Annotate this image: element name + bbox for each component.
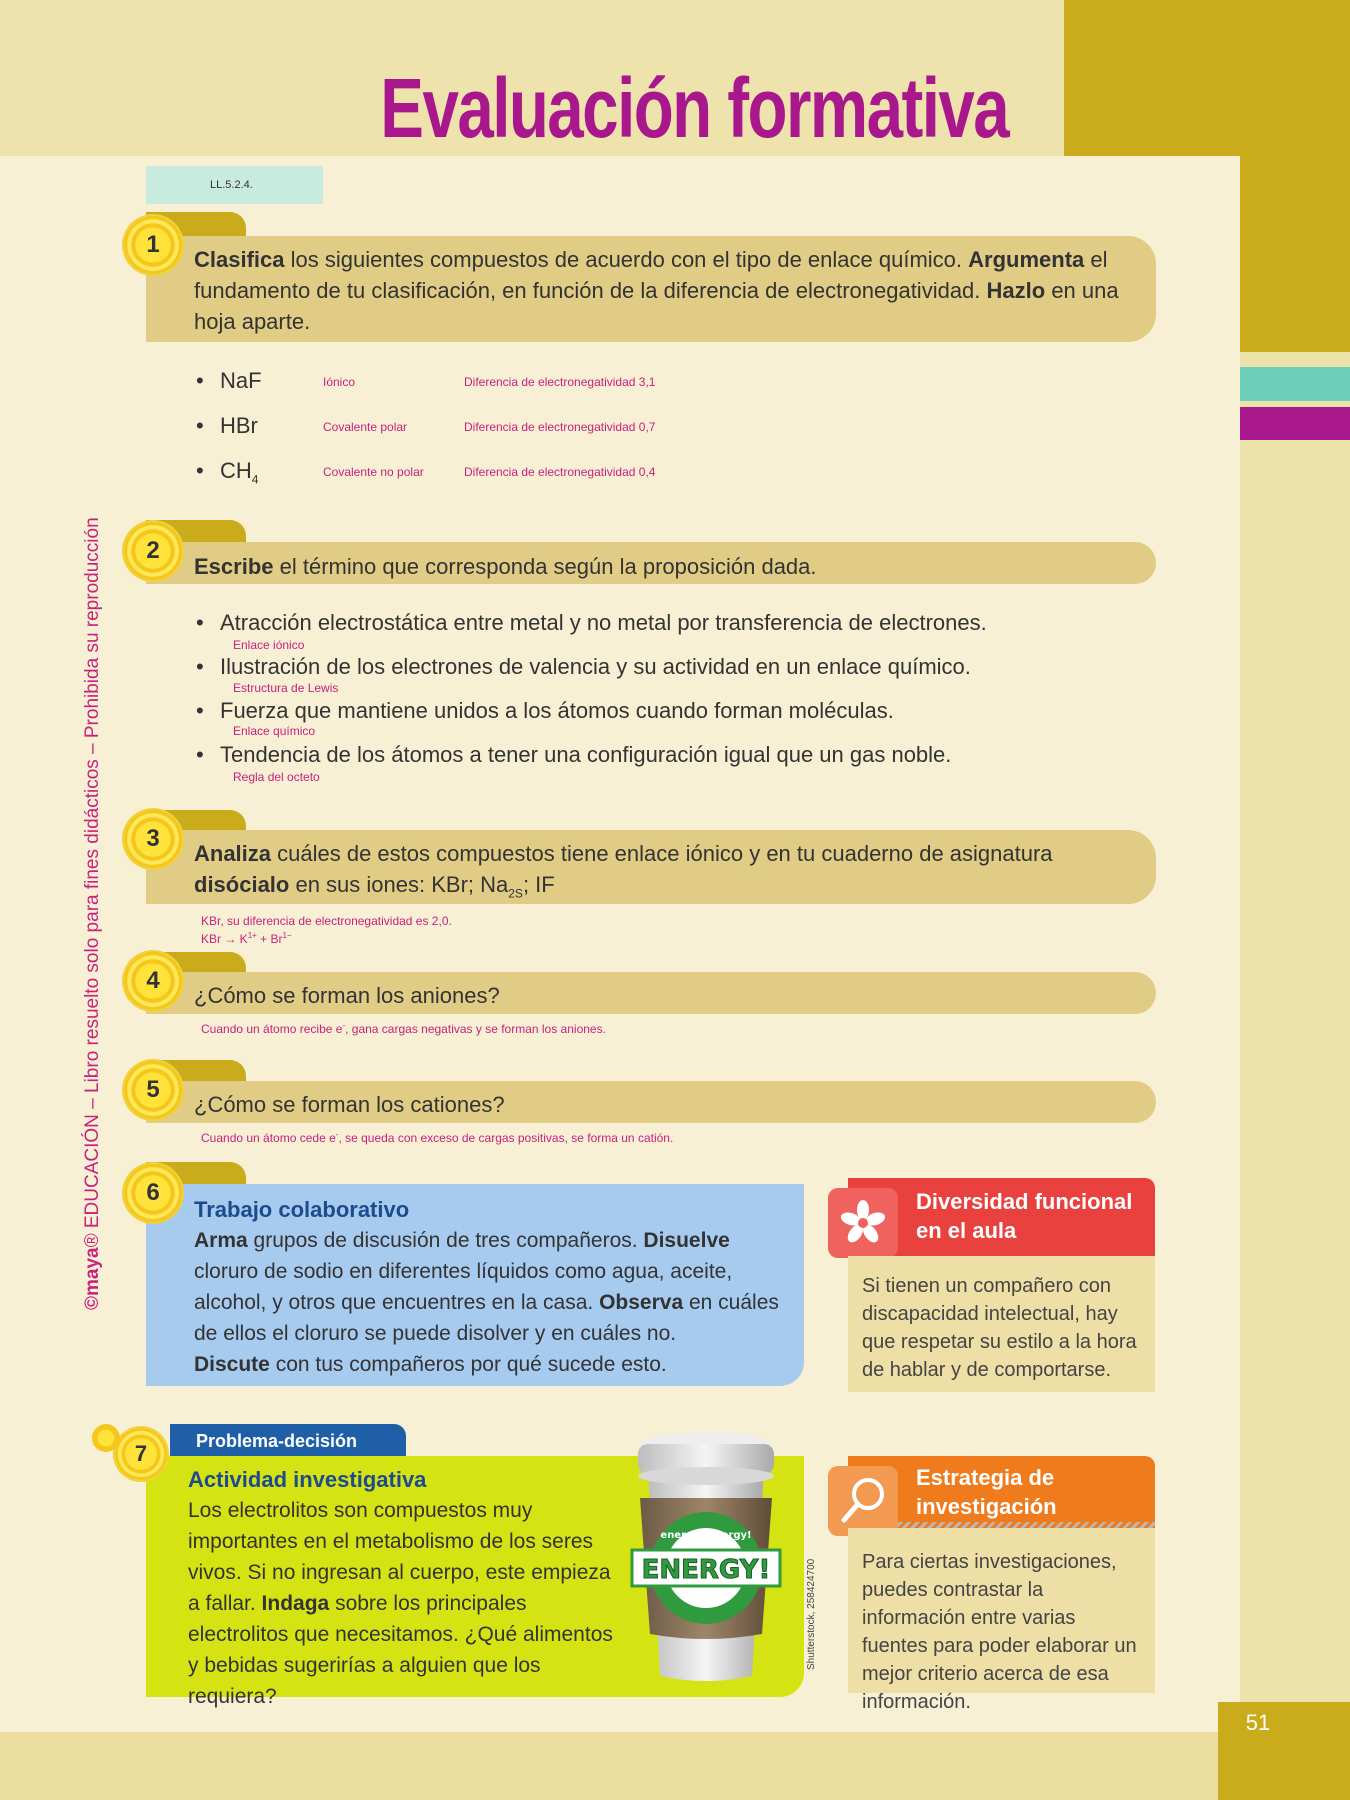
copyright-text: ® EDUCACIÓN – Libro resuelto solo para fines didácticos – Prohibida su reproducción xyxy=(82,517,103,1248)
q2-item: • Tendencia de los átomos a tener una configuración igual que un gas noble. xyxy=(220,742,951,768)
cup-ring-text: energy! energy! xyxy=(660,1530,752,1541)
right-margin xyxy=(1240,352,1350,1800)
bottom-band xyxy=(0,1732,1350,1800)
collaborative-text: Trabajo colaborativo Arma grupos de discusión de tres compañeros. Disuelve cloruro de sodio en diferentes líquidos como agua, aceite, alcohol, y otros que encuentres en la casa. Observa en cuáles de ellos el cloruro se puede disolver y en cuáles no. Discute con tus compañeros por qué sucede esto. xyxy=(194,1194,794,1380)
q2-answer: Enlace químico xyxy=(233,724,316,738)
q3-answer: KBr, su diferencia de electronegatividad es 2,0. xyxy=(201,914,452,928)
q1-item-naf: • NaF xyxy=(220,368,262,394)
photo-credit: Shutterstock, 258424700 xyxy=(806,1558,817,1670)
q2-item: • Fuerza que mantiene unidos a los átomos cuando forman moléculas. xyxy=(220,698,894,724)
problem-decision-tab: Problema-decisión xyxy=(170,1424,406,1458)
q4-number: 4 xyxy=(124,952,182,1010)
q2-prompt: Escribe el término que corresponda según la proposición dada. xyxy=(194,554,817,579)
q5-prompt: ¿Cómo se forman los cationes? xyxy=(194,1092,505,1117)
q2-item: • Atracción electrostática entre metal y no metal por transferencia de electrones. xyxy=(220,610,987,636)
diversity-title: Diversidad funcional en el aula xyxy=(916,1189,1133,1243)
cup-label: ENERGY! xyxy=(641,1555,771,1585)
q1-answer-type: Covalente polar xyxy=(323,420,408,434)
page-title: Evaluación formativa xyxy=(380,61,1009,155)
q3-dissociation: KBr → $K^{1+} + Br^{1-}$ xyxy=(201,931,292,946)
q1-answer-diff: Diferencia de electronegatividad 0,4 xyxy=(464,465,656,479)
q2-answer: Estructura de Lewis xyxy=(233,681,339,695)
strategy-title: Estrategia de investigación xyxy=(916,1465,1057,1519)
q1-item-hbr: • HBr xyxy=(220,413,258,439)
strategy-text: Para ciertas investigaciones, puedes contrastar la información entre varias fuentes para poder elaborar un mejor criterio acerca de esa información. xyxy=(848,1528,1155,1693)
copyright-vertical xyxy=(82,490,104,1310)
q5-answer: Cuando un átomo cede e-, se queda con exceso de cargas positivas, se forma un catión. xyxy=(201,1130,674,1145)
q2-item: • Ilustración de los electrones de valencia y su actividad en un enlace químico. xyxy=(220,654,971,680)
q6-number: 6 xyxy=(124,1164,182,1222)
q7-number: 7 xyxy=(115,1428,167,1480)
q2-answer: Enlace iónico xyxy=(233,638,305,652)
q2-answer: Regla del octeto xyxy=(233,770,320,784)
q1-answer-diff: Diferencia de electronegatividad 3,1 xyxy=(464,375,656,389)
q1-prompt: Clasifica los siguientes compuestos de acuerdo con el tipo de enlace químico. Argumenta el fundamento de tu clasificación, en función de la diferencia de electronegatividad. Hazlo en una hoja aparte. xyxy=(194,247,1119,334)
diversity-text: Si tienen un compañero con discapacidad intelectual, hay que respetar su estilo a la hora de hablar y de comportarse. xyxy=(848,1256,1155,1392)
q1-answer-type: Iónico xyxy=(323,375,356,389)
teal-stripe xyxy=(1240,367,1350,401)
q2-number: 2 xyxy=(124,522,182,580)
q4-answer: Cuando un átomo recibe e-, gana cargas negativas y se forman los aniones. xyxy=(201,1021,606,1036)
magenta-stripe xyxy=(1240,407,1350,440)
q1-answer-diff: Diferencia de electronegatividad 0,7 xyxy=(464,420,656,434)
investigative-text: Actividad investigativa Los electrolitos son compuestos muy importantes en el metabolismo de los seres vivos. Si no ingresan al cuerpo, este empieza a fallar. Indaga sobre los principales electrolitos que necesitamos. ¿Qué alimentos y bebidas sugerirías a alguien que los requiera? xyxy=(188,1464,628,1712)
q5-number: 5 xyxy=(124,1061,182,1119)
investigative-heading: Actividad investigativa xyxy=(188,1467,427,1492)
q3-number: 3 xyxy=(124,810,182,868)
magnifier-icon xyxy=(828,1466,898,1536)
q4-prompt: ¿Cómo se forman los aniones? xyxy=(194,983,500,1008)
curriculum-code: LL.5.2.4. xyxy=(146,166,323,204)
collaborative-heading: Trabajo colaborativo xyxy=(194,1197,410,1222)
q1-number: 1 xyxy=(124,216,182,274)
q1-item-ch4: • $CH_4$ xyxy=(220,458,258,486)
flower-icon xyxy=(828,1188,898,1258)
decor-circle xyxy=(92,1424,120,1452)
q3-prompt: Analiza cuáles de estos compuestos tiene enlace iónico y en tu cuaderno de asignatura disócialo en sus iones: KBr; $Na_{2S}$; IF xyxy=(194,841,1053,901)
page-number: 51 xyxy=(1245,1710,1271,1735)
brand: ©maya xyxy=(82,1247,103,1310)
q1-answer-type: Covalente no polar xyxy=(323,465,424,479)
energy-cup-image xyxy=(618,1428,794,1688)
